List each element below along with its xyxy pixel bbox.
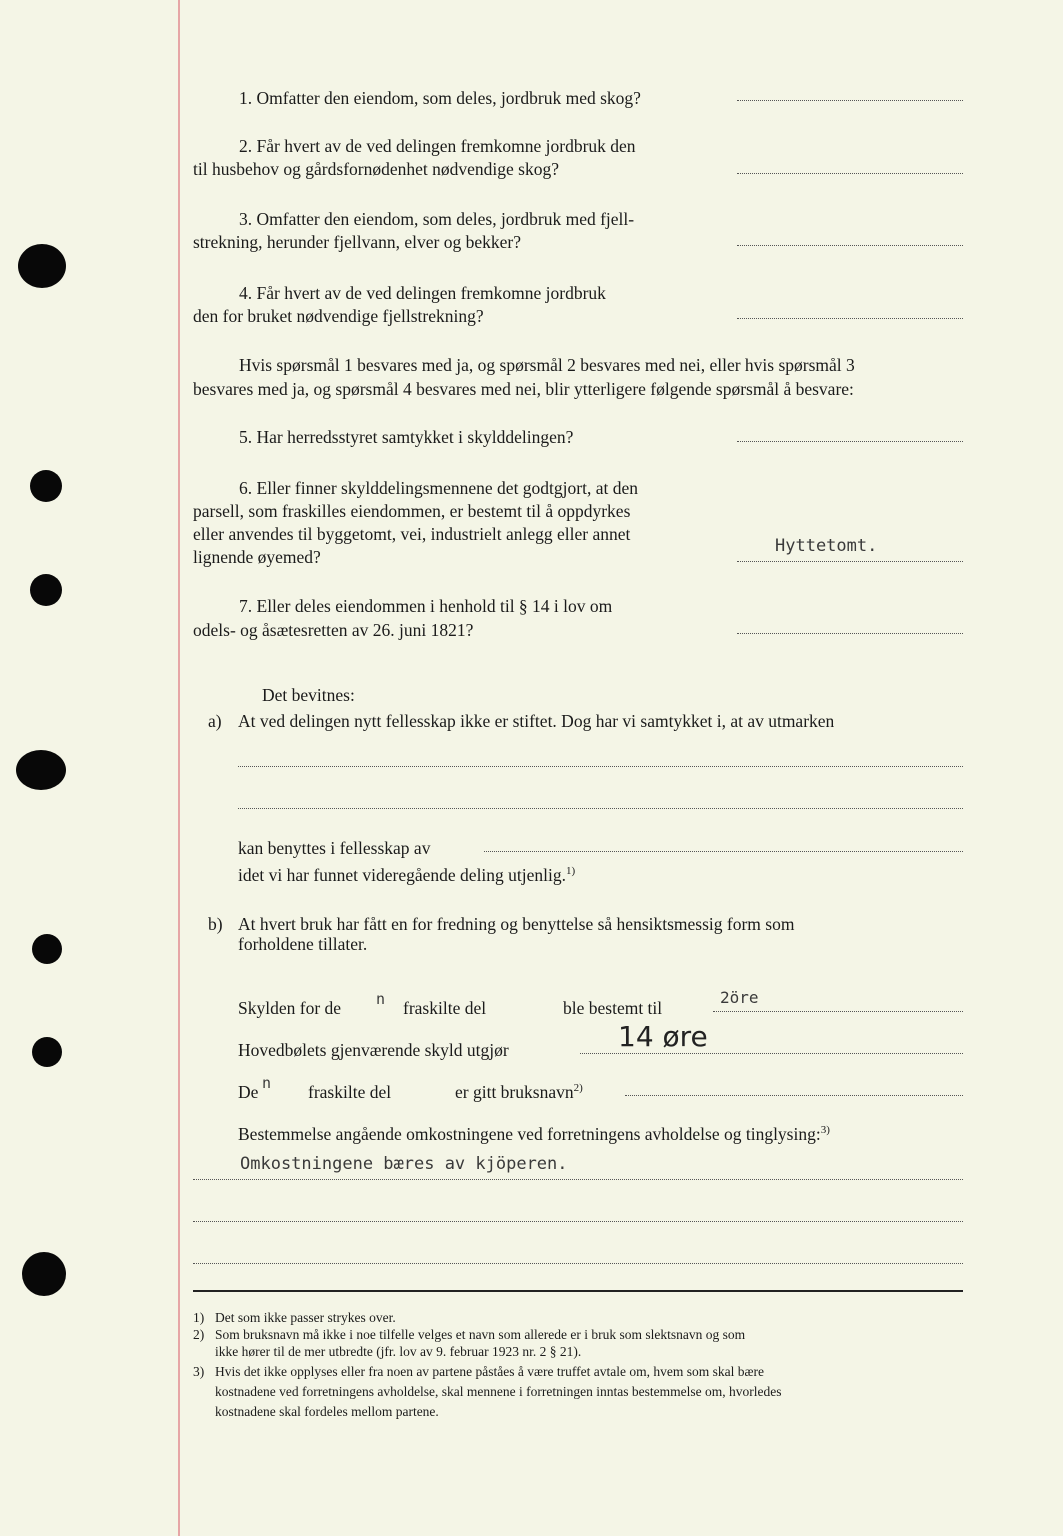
- skyld-line2-dots[interactable]: [580, 1053, 963, 1054]
- answer-line-q3[interactable]: [737, 245, 963, 246]
- skyld-line2-a: Hovedbølets gjenværende skyld utgjør: [238, 1040, 509, 1060]
- skyld-line3-hand-n: n: [262, 1074, 272, 1092]
- attest-b-line2: forholdene tillater.: [238, 934, 368, 954]
- binder-hole: [16, 750, 66, 790]
- question-2-line1: 2. Får hvert av de ved delingen fremkomne jordbruk den: [239, 136, 636, 156]
- question-6-line2: parsell, som fraskilles eiendommen, er bestemt til å oppdyrkes: [193, 501, 631, 521]
- attest-heading: Det bevitnes:: [262, 685, 355, 705]
- question-2-line2: til husbehov og gårdsfornødenhet nødvendige skog?: [193, 159, 559, 179]
- margin-line: [178, 0, 180, 1536]
- answer-line-q1[interactable]: [737, 100, 963, 101]
- question-6-line4: lignende øyemed?: [193, 547, 321, 567]
- footnote-3-line3: kostnadene skal fordeles mellom partene.: [215, 1404, 439, 1419]
- skyld-line1-c: ble bestemt til: [563, 998, 663, 1018]
- hovedbol-skyld-value[interactable]: 14 øre: [618, 1020, 708, 1053]
- omkostning-line-1[interactable]: [193, 1179, 963, 1180]
- attest-b-line1: At hvert bruk har fått en for fredning og benyttelse så hensiktsmessig form som: [238, 914, 795, 934]
- answer-line-q6[interactable]: [737, 561, 963, 562]
- question-7-line2: odels- og åsætesretten av 26. juni 1821?: [193, 620, 474, 640]
- binder-hole: [30, 470, 62, 502]
- skyld-line1-a: Skylden for de: [238, 998, 342, 1018]
- omkostning-line-3[interactable]: [193, 1263, 963, 1264]
- binder-hole: [32, 1037, 62, 1067]
- skyld-line1-b: fraskilte del: [403, 998, 487, 1018]
- question-4-line2: den for bruket nødvendige fjellstrekning?: [193, 306, 484, 326]
- bruksnavn-dots[interactable]: [625, 1095, 963, 1096]
- question-3-line2: strekning, herunder fjellvann, elver og bekker?: [193, 232, 521, 252]
- question-7-line1: 7. Eller deles eiendommen i henhold til § 14 i lov om: [239, 596, 613, 616]
- footnote-2-num: 2): [193, 1327, 205, 1342]
- skyld-line3-c: er gitt bruksnavn$^{2)}$: [455, 1082, 583, 1102]
- attest-b-label: b): [208, 914, 223, 934]
- question-5: 5. Har herredsstyret samtykket i skylddelingen?: [239, 427, 574, 447]
- answer-line-q4[interactable]: [737, 318, 963, 319]
- question-6-line3: eller anvendes til byggetomt, vei, industrielt anlegg eller annet: [193, 524, 631, 544]
- skyld-line3-a: De: [238, 1082, 259, 1102]
- footnote-2-line1: Som bruksnavn må ikke i noe tilfelle velges et navn som allerede er i bruk som slektsnavn og som: [215, 1327, 746, 1342]
- skyld-line4: Bestemmelse angående omkostningene ved forretningens avholdelse og tinglysing:$^{3)}$: [238, 1124, 830, 1144]
- answer-q6[interactable]: Hyttetomt.: [775, 536, 878, 556]
- answer-line-q7[interactable]: [737, 633, 963, 634]
- footnote-3-line1: Hvis det ikke opplyses eller fra noen av partene påståes å være truffet avtale om, hvem som skal bære: [215, 1364, 764, 1379]
- omkostning-line-2[interactable]: [193, 1221, 963, 1222]
- footnote-1-line1: Det som ikke passer strykes over.: [215, 1310, 396, 1325]
- binder-hole: [18, 244, 66, 288]
- footnote-3-line2: kostnadene ved forretningens avholdelse, skal mennene i forretningen inntas bestemmelse om, hvorledes: [215, 1384, 782, 1399]
- utmark-line-1[interactable]: [238, 766, 963, 767]
- skyld-value[interactable]: 2öre: [720, 988, 759, 1007]
- attest-a-line1: At ved delingen nytt fellesskap ikke er stiftet. Dog har vi samtykket i, at av utmarken: [238, 711, 835, 731]
- instruction-line2: besvares med ja, og spørsmål 4 besvares med nei, blir ytterligere følgende spørsmål å besvare:: [193, 379, 854, 399]
- attest-a-line2: kan benyttes i fellesskap av: [238, 838, 431, 858]
- attest-a-label: a): [208, 711, 222, 731]
- skyld-line3-b: fraskilte del: [308, 1082, 392, 1102]
- footnote-rule: [193, 1290, 963, 1292]
- skyld-line1-hand-n: n: [376, 990, 386, 1008]
- binder-hole: [22, 1252, 66, 1296]
- attest-a-line3: idet vi har funnet videregående deling utjenlig.$^{1)}$: [238, 865, 576, 885]
- question-1: 1. Omfatter den eiendom, som deles, jordbruk med skog?: [239, 88, 641, 108]
- binder-hole: [32, 934, 62, 964]
- answer-line-q2[interactable]: [737, 173, 963, 174]
- fellesskap-line[interactable]: [484, 851, 963, 852]
- footnote-1-num: 1): [193, 1310, 205, 1325]
- question-3-line1: 3. Omfatter den eiendom, som deles, jordbruk med fjell-: [239, 209, 635, 229]
- utmark-line-2[interactable]: [238, 808, 963, 809]
- instruction-line1: Hvis spørsmål 1 besvares med ja, og spørsmål 2 besvares med nei, eller hvis spørsmål 3: [239, 355, 855, 375]
- question-4-line1: 4. Får hvert av de ved delingen fremkomne jordbruk: [239, 283, 606, 303]
- footnote-3-num: 3): [193, 1364, 205, 1379]
- skyld-line1-dots[interactable]: [713, 1011, 963, 1012]
- omkostning-value[interactable]: Omkostningene bæres av kjöperen.: [240, 1154, 568, 1174]
- answer-line-q5[interactable]: [737, 441, 963, 442]
- footnote-2-line2: ikke hører til de mer utbredte (jfr. lov av 9. februar 1923 nr. 2 § 21).: [215, 1344, 582, 1359]
- binder-hole: [30, 574, 62, 606]
- question-6-line1: 6. Eller finner skylddelingsmennene det godtgjort, at den: [239, 478, 638, 498]
